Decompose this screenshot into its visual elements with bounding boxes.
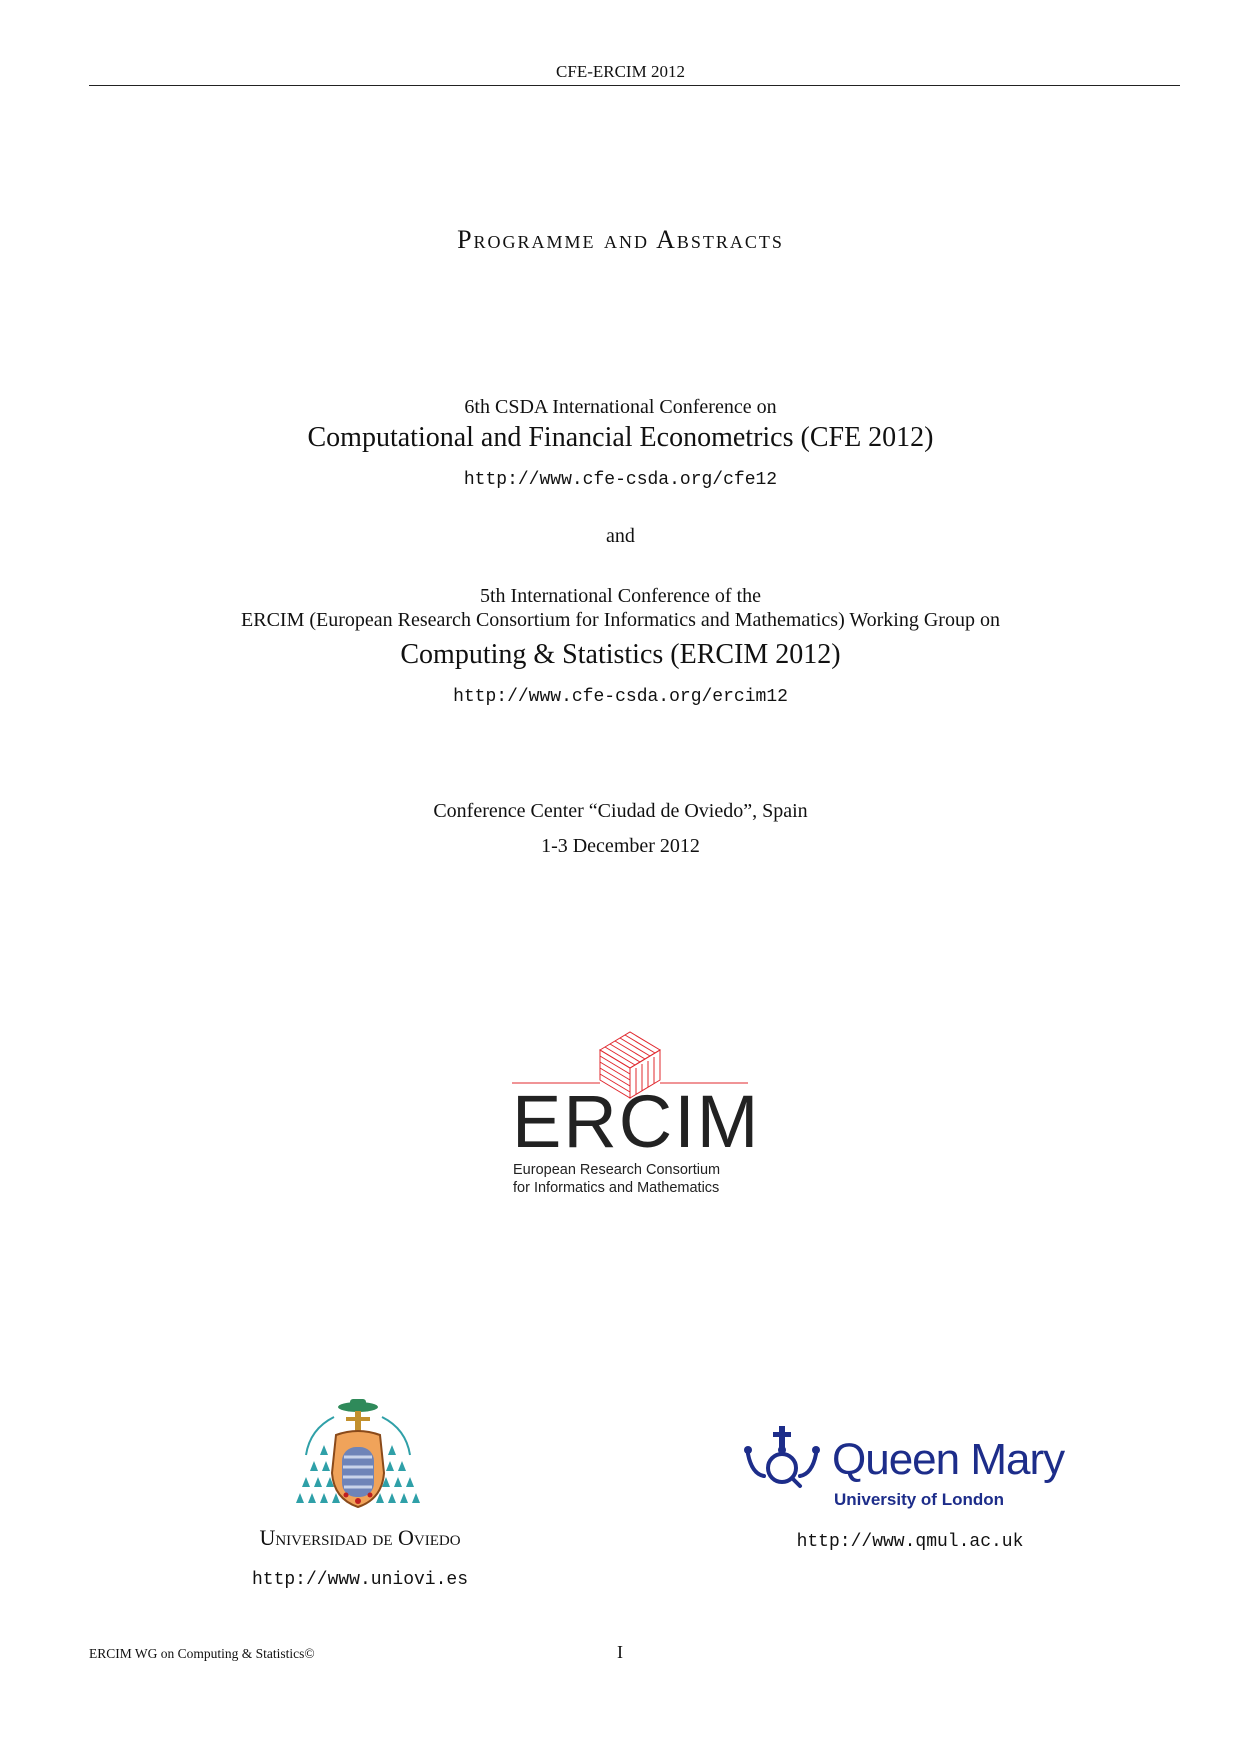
university-name: Universidad de Oviedo [259, 1525, 461, 1550]
ercim-intro-line-1: 5th International Conference of the [480, 585, 761, 607]
crown-icon [742, 1424, 822, 1492]
page-title: Programme and Abstracts [457, 225, 784, 254]
conjunction-text: and [606, 525, 635, 547]
cfe-intro-line: 6th CSDA International Conference on [464, 396, 777, 418]
header-rule [89, 85, 1180, 86]
cfe-conference-title: Computational and Financial Econometrics (CFE 2012) [307, 422, 934, 453]
dates-text: 1-3 December 2012 [541, 835, 700, 857]
footer-copyright: ERCIM WG on Computing & Statistics© [89, 1646, 315, 1661]
ercim-url-link[interactable]: http://www.cfe-csda.org/ercim12 [453, 687, 788, 707]
page-number: I [617, 1642, 623, 1662]
university-url-link[interactable]: http://www.uniovi.es [251, 1570, 469, 1590]
qmul-name: Queen Mary [832, 1435, 1065, 1484]
running-head: CFE-ERCIM 2012 [556, 62, 685, 81]
qmul-subtitle: University of London [834, 1490, 1004, 1509]
ercim-subtitle-line-2: for Informatics and Mathematics [513, 1180, 720, 1196]
ercim-wordmark: ERCIM [512, 1080, 761, 1163]
ercim-subtitle-line-1: European Research Consortium [513, 1162, 721, 1178]
cfe-url-link[interactable]: http://www.cfe-csda.org/cfe12 [463, 470, 778, 490]
ercim-conference-title: Computing & Statistics (ERCIM 2012) [400, 639, 841, 670]
ercim-intro-line-2: ERCIM (European Research Consortium for Informatics and Mathematics) Working Group on [241, 609, 1000, 631]
venue-text: Conference Center “Ciudad de Oviedo”, Spain [433, 800, 808, 822]
university-crest-icon [288, 1395, 428, 1535]
qmul-url-link[interactable]: http://www.qmul.ac.uk [796, 1532, 1024, 1552]
